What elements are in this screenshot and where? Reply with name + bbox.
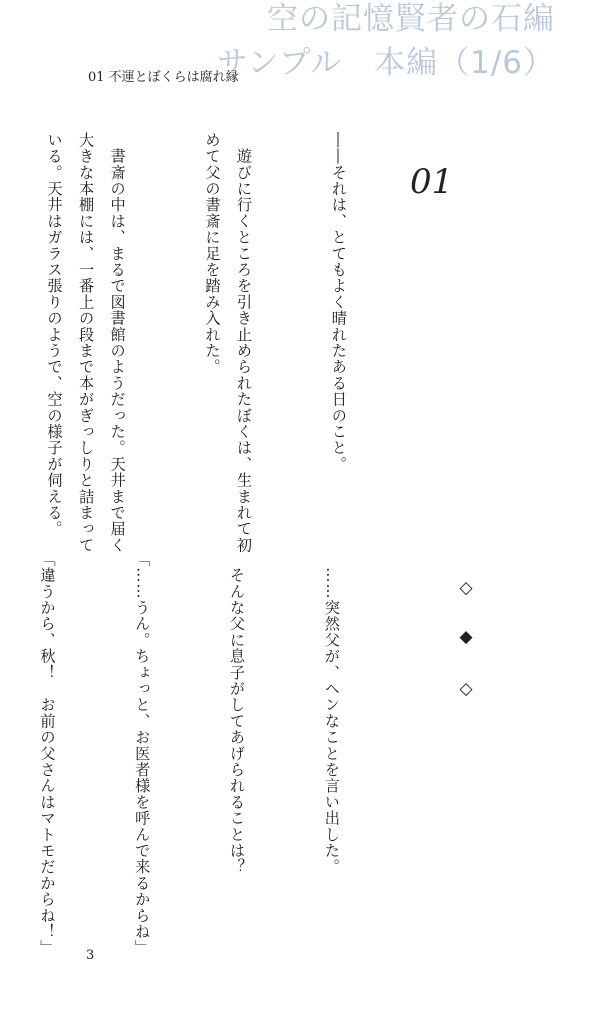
paragraph: ……突然父が、ヘンなことを言い出した。 (322, 551, 341, 875)
lower-text-column (0, 551, 410, 976)
paragraph: そんな父に息子がしてあげられることは？ (228, 551, 247, 875)
paragraph: 書斎の中は、まるで図書館のようだった。天井まで届く大きな本棚には、一番上の段まで本がぎっしりと詰まっている。天井はガラス張りのようで、空の様子が伺える。 (45, 132, 127, 554)
watermark-subtitle: サンプル 本編（1/6） (216, 45, 555, 81)
paragraph: 「……うん。ちょっと、お医者様を呼んで来るからね」 (133, 551, 152, 956)
upper-text-column (0, 132, 417, 562)
paragraph: 遊びに行くところを引き止められたぼくは、生まれて初めて父の書斎に足を踏み入れた。 (203, 132, 254, 554)
paragraph: 「違うから、秋！ お前の父さんはマトモだからね！」 (38, 551, 57, 956)
page-number: 3 (86, 948, 95, 963)
watermark-title: 空の記憶賢者の石編 (267, 1, 555, 37)
running-head: 01 不運とぼくらは腐れ縁 (88, 70, 239, 85)
paragraph: ――それは、とてもよく晴れたある日のこと。 (329, 132, 348, 473)
scene-break-outline-diamond-top: ◇ (459, 578, 473, 598)
chapter-number: 01 (410, 162, 454, 202)
scene-break-filled-diamond: ◆ (459, 627, 473, 647)
scene-break-outline-diamond-bottom: ◇ (459, 679, 473, 699)
